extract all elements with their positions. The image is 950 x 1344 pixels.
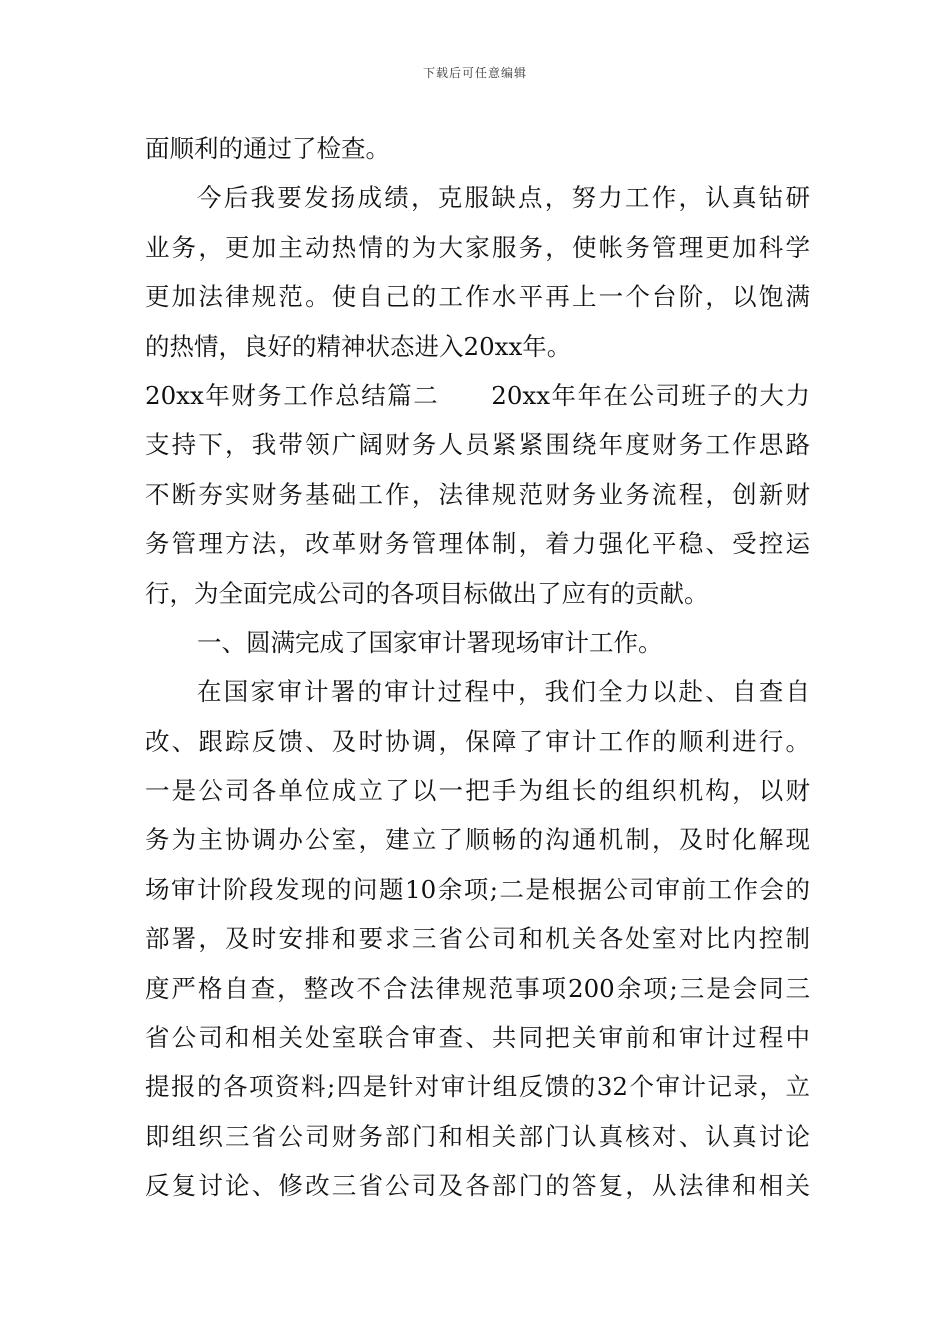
- text-line: 务管理方法，改革财务管理体制，着力强化平稳、受控运: [145, 529, 810, 559]
- text-line: 省公司和相关处室联合审查、共同把关审前和审计过程中: [145, 1023, 810, 1053]
- text-line: 支持下，我带领广阔财务人员紧紧围绕年度财务工作思路: [145, 430, 810, 460]
- text-line: 反复讨论、修改三省公司及各部门的答复，从法律和相关: [145, 1171, 810, 1201]
- text-line: 面顺利的通过了检查。: [145, 134, 390, 163]
- text-line: 今后我要发扬成绩，克服缺点，努力工作，认真钻研: [197, 183, 810, 213]
- text-line: 提报的各项资料;四是针对审计组反馈的32个审计记录，立: [145, 1072, 810, 1102]
- text-line: 业务，更加主动热情的为大家服务，使帐务管理更加科学: [145, 232, 810, 262]
- section-heading: 一、圆满完成了国家审计署现场审计工作。: [197, 627, 663, 657]
- text-line: 更加法律规范。使自己的工作水平再上一个台阶，以饱满: [145, 282, 810, 312]
- text-line: 行，为全面完成公司的各项目标做出了应有的贡献。: [145, 578, 709, 608]
- text-line: 一是公司各单位成立了以一把手为组长的组织机构，以财: [145, 776, 810, 806]
- text-line: 不断夯实财务基础工作，法律规范财务业务流程，创新财: [145, 479, 810, 509]
- text-line: 务为主协调办公室，建立了顺畅的沟通机制，及时化解现: [145, 825, 810, 855]
- document-body: [145, 124, 810, 1211]
- text-line: 改、跟踪反馈、及时协调，保障了审计工作的顺利进行。: [145, 726, 810, 756]
- text-line: 场审计阶段发现的问题10余项;二是根据公司审前工作会的: [145, 874, 810, 904]
- text-line: 度严格自查，整改不合法律规范事项200余项;三是会同三: [145, 973, 810, 1003]
- text-line: 即组织三省公司财务部门和相关部门认真核对、认真讨论: [145, 1121, 810, 1151]
- page-header: 下载后可任意编辑: [422, 66, 527, 80]
- text-line: 20xx年财务工作总结篇二 20xx年年在公司班子的大力: [145, 380, 810, 410]
- text-line: 在国家审计署的审计过程中，我们全力以赴、自查自: [197, 677, 810, 707]
- text-line: 部署，及时安排和要求三省公司和机关各处室对比内控制: [145, 924, 810, 954]
- text-line: 的热情，良好的精神状态进入20xx年。: [145, 331, 572, 361]
